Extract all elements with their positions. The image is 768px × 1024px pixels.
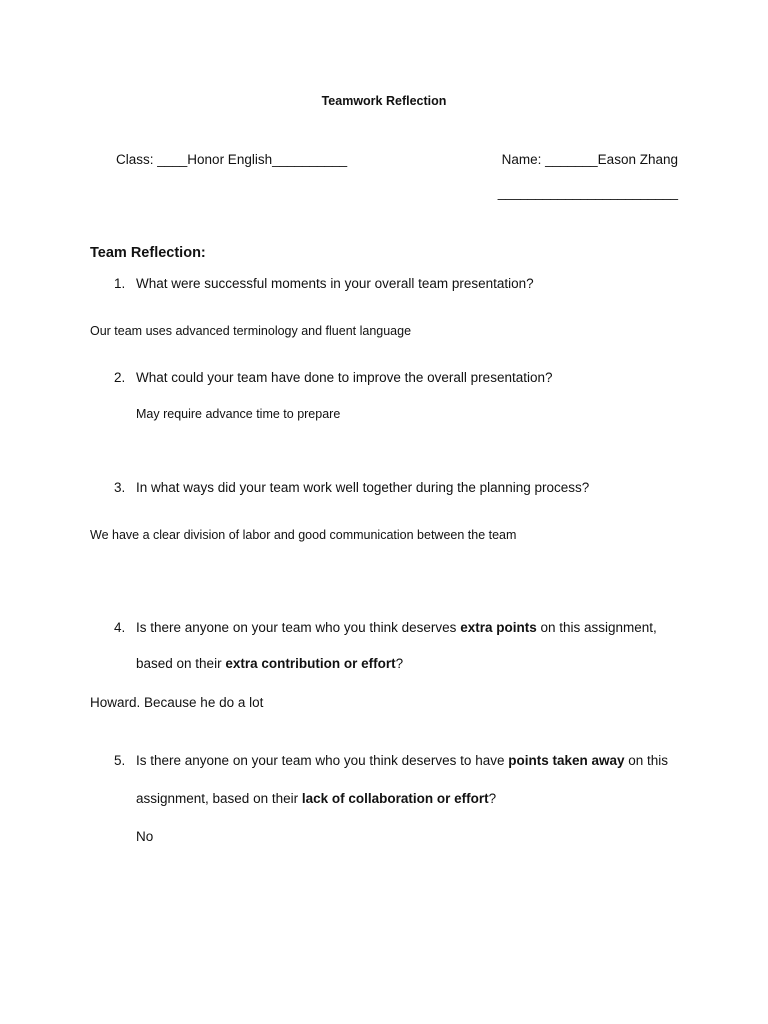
question-text: What could your team have done to improve the overall presentation? (136, 370, 553, 385)
question-number: 1. (114, 276, 126, 291)
answer-text: No (136, 829, 154, 844)
question-number: 4. (114, 620, 126, 635)
question-text: In what ways did your team work well together during the planning process? (136, 480, 590, 495)
question-text-continued: based on their extra contribution or effort? (136, 656, 404, 671)
question-text: What were successful moments in your overall team presentation? (136, 276, 534, 291)
question-number: 2. (114, 370, 126, 385)
answer-text: May require advance time to prepare (136, 407, 341, 421)
answer-text: Howard. Because he do a lot (90, 695, 264, 710)
section-heading: Team Reflection: (90, 245, 206, 261)
answer-text: Our team uses advanced terminology and fluent language (90, 324, 412, 338)
name-extra-line: ________________________ (497, 185, 678, 200)
document-title: Teamwork Reflection (321, 94, 447, 108)
question-text: Is there anyone on your team who you think deserves extra points on this assignment, (136, 620, 657, 635)
question-number: 5. (114, 753, 126, 768)
answer-text: We have a clear division of labor and good communication between the team (90, 528, 517, 542)
question-number: 3. (114, 480, 126, 495)
question-text-continued: assignment, based on their lack of collaboration or effort? (136, 791, 497, 806)
question-text: Is there anyone on your team who you think deserves to have points taken away on this (136, 753, 669, 768)
name-field: Name: _______Eason Zhang (501, 152, 678, 167)
class-field: Class: ____Honor English__________ (116, 152, 348, 167)
